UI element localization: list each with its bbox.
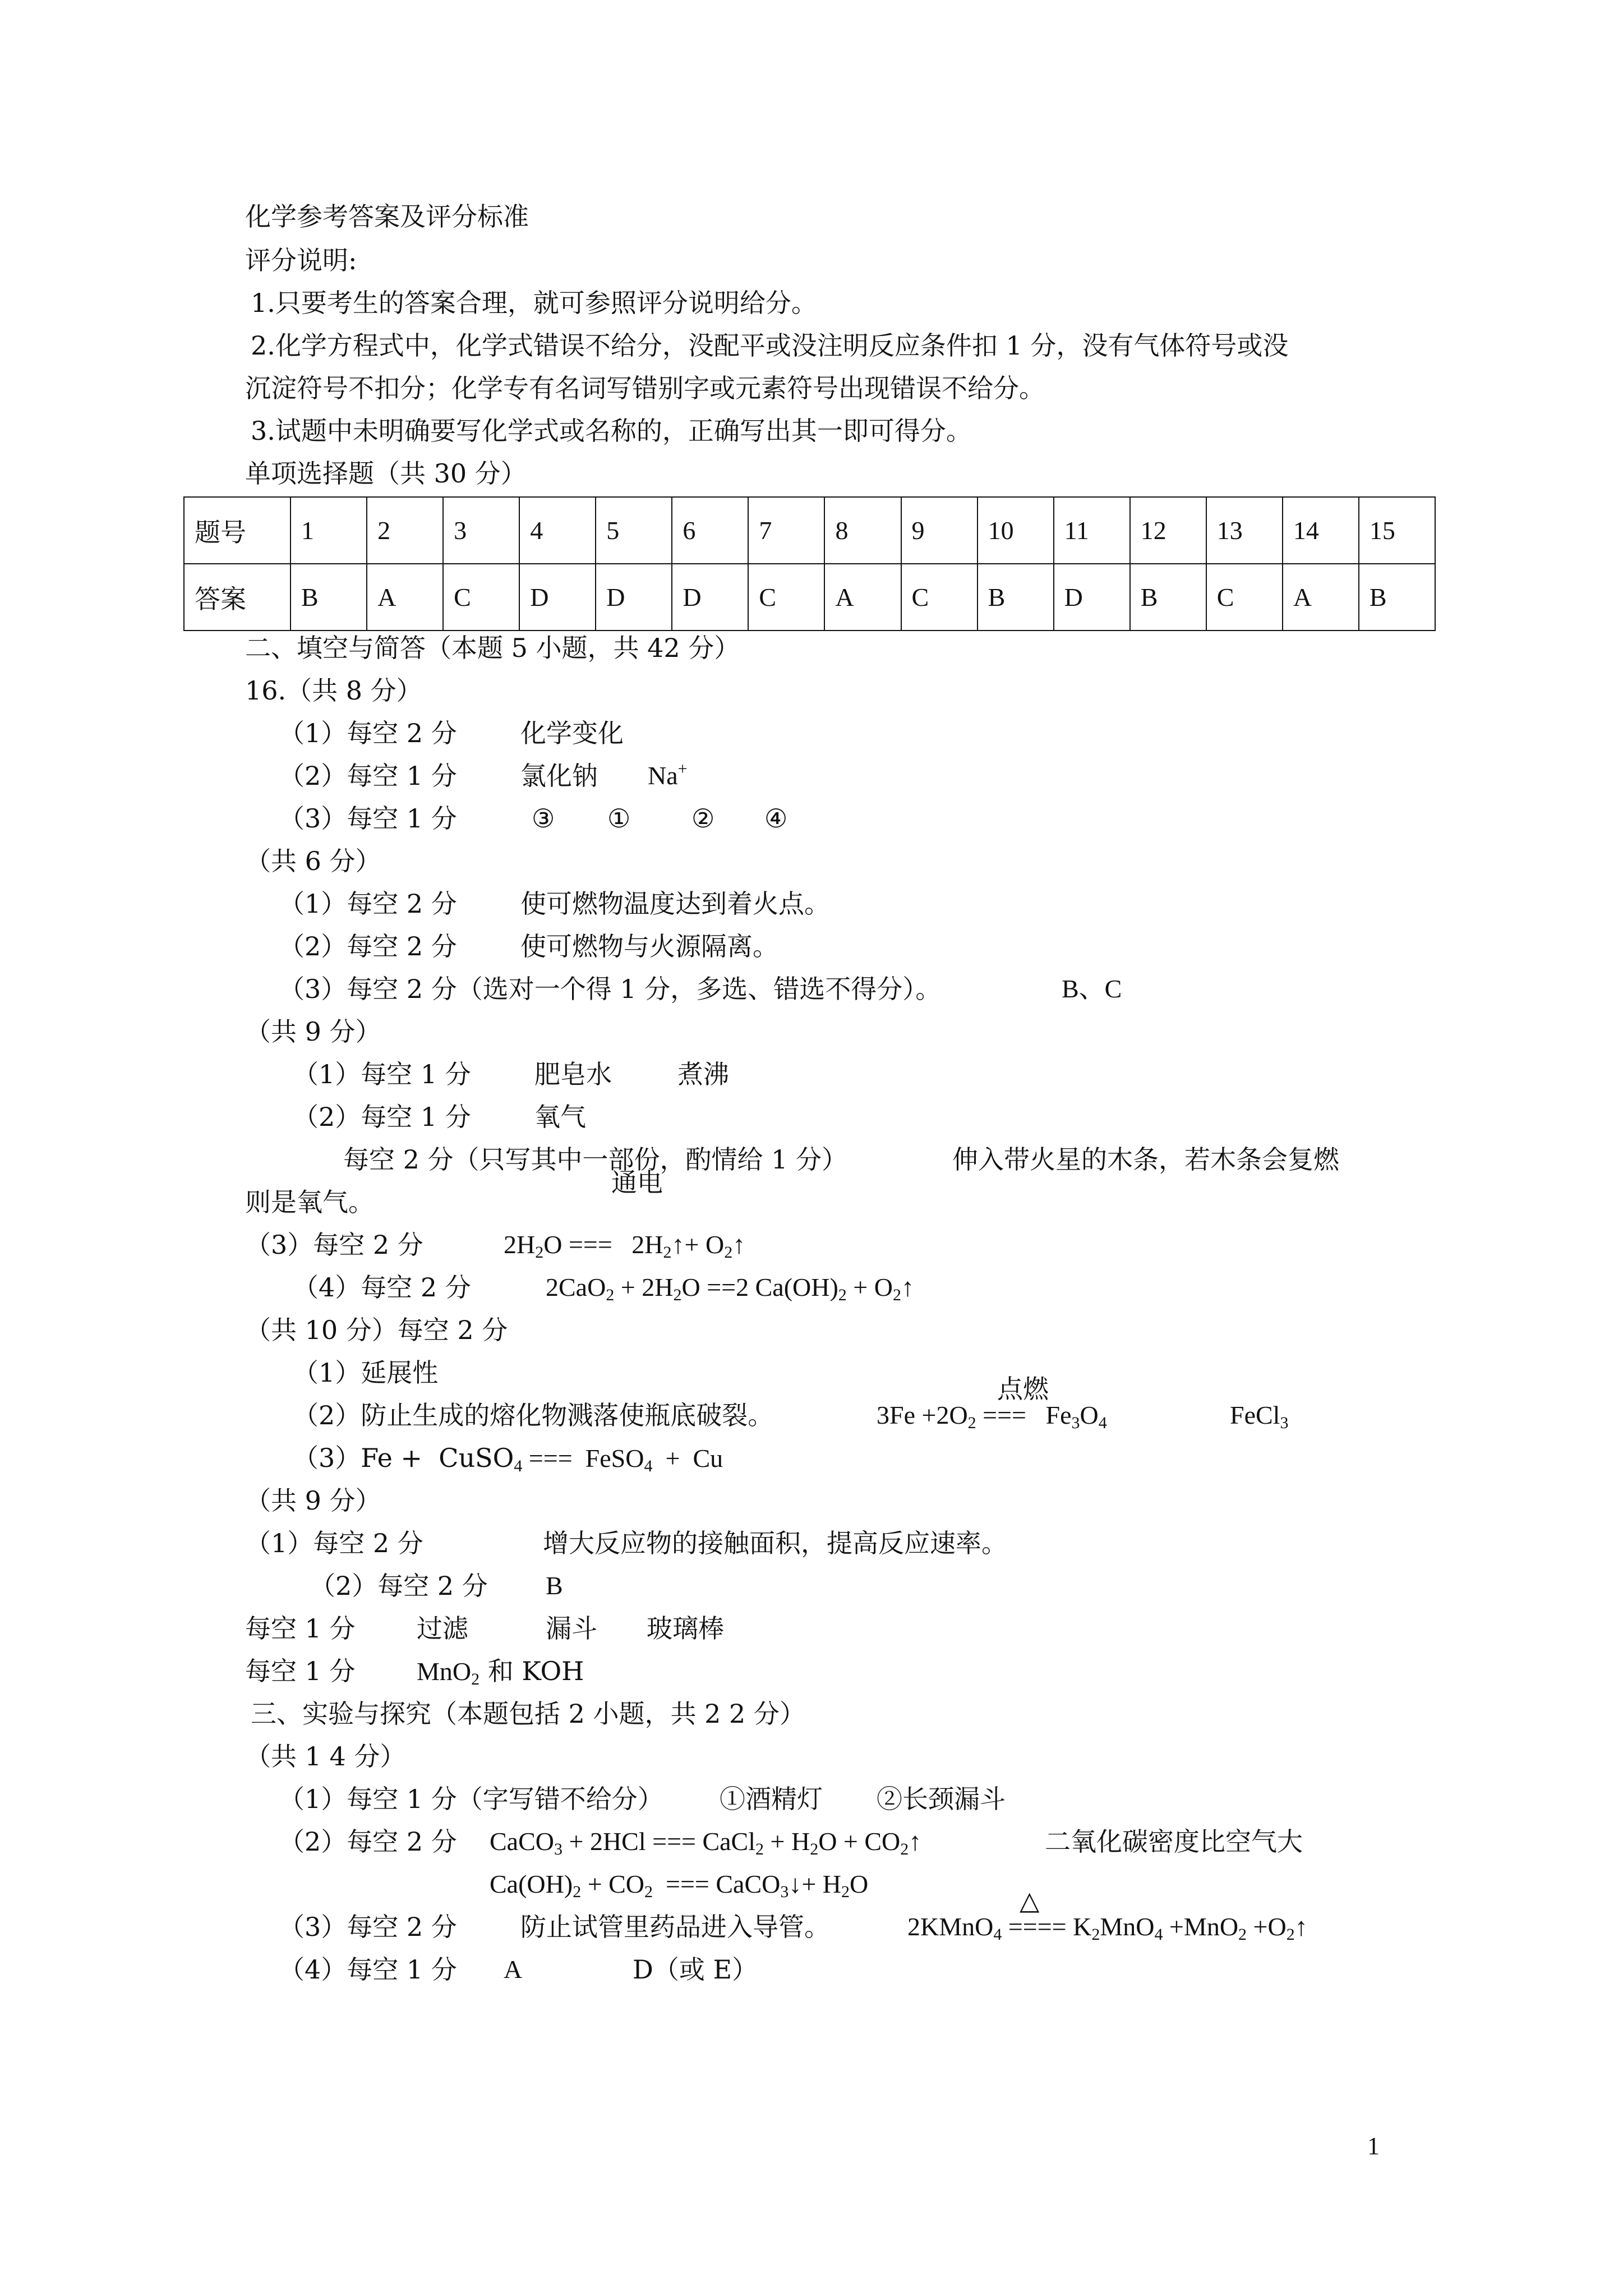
q21-line1-label: （1）每空 1 分（字写错不给分） xyxy=(279,1784,663,1814)
note-2-cont: 沉淀符号不扣分；化学专有名词写错别字或元素符号出现错误不给分。 xyxy=(245,373,1045,403)
note-2: 2.化学方程式中，化学式错误不给分，没配平或没注明反应条件扣 1 分，没有气体符号或没 xyxy=(251,330,1289,361)
q20-line3-answer-2: 漏斗 xyxy=(546,1613,597,1644)
q18-equation-1: $2H_2O$ === $2H_2↑+$ $O_2↑$ xyxy=(504,1230,746,1262)
page-number: 1 xyxy=(1367,2132,1380,2160)
answer-table xyxy=(183,496,1436,631)
q16-line3-answer-4: ④ xyxy=(764,803,788,834)
section-3-heading: 三、实验与探究（本题包括 2 小题，共 2 2 分） xyxy=(251,1699,805,1729)
table-cell: 8 xyxy=(824,497,901,564)
q17-line1-label: （1）每空 2 分 xyxy=(279,889,457,919)
table-cell: 13 xyxy=(1206,497,1283,564)
table-cell: 5 xyxy=(596,497,672,564)
q20-line3-label: 每空 1 分 xyxy=(245,1613,356,1644)
q18-line4-label: （3）每空 2 分 xyxy=(245,1230,423,1260)
q21-heading: （共 1 4 分） xyxy=(245,1741,406,1772)
note-3: 3.试题中未明确要写化学式或名称的，正确写出其一即可得分。 xyxy=(251,416,972,446)
q18-line2-answer: 氧气 xyxy=(534,1102,586,1132)
q16-line3-answer-1: ③ xyxy=(532,803,555,834)
q17-line2-answer: 使可燃物与火源隔离。 xyxy=(520,931,778,961)
q17-line3-label: （3）每空 2 分（选对一个得 1 分，多选、错选不得分）。 xyxy=(279,974,942,1004)
q16-line2-ion: Na+ xyxy=(648,760,688,790)
table-cell: 14 xyxy=(1283,497,1359,564)
q21-line1-answer-2: ②长颈漏斗 xyxy=(877,1784,1006,1814)
q18-line3-answer: 伸入带火星的木条，若木条会复燃 xyxy=(952,1144,1339,1175)
table-row xyxy=(184,497,1435,564)
section-1-heading: 单项选择题（共 30 分） xyxy=(245,458,527,489)
q16-line1-answer: 化学变化 xyxy=(520,718,624,748)
table-cell: D xyxy=(1054,564,1130,631)
q21-reaction-condition: △ xyxy=(1020,1885,1040,1916)
q21-line4-answer-2: D（或 E） xyxy=(633,1954,758,1985)
table-cell: 1 xyxy=(291,497,367,564)
q21-equation-2: $Ca(OH)_2 + CO_2$ === CaCO$_3$↓+ $H_2O$ xyxy=(490,1870,869,1901)
q18-heading: （共 9 分） xyxy=(245,1016,381,1047)
table-cell: B xyxy=(978,564,1054,631)
q18-line2-label: （2）每空 1 分 xyxy=(293,1102,471,1132)
table-cell: C xyxy=(443,564,519,631)
table-cell: 9 xyxy=(901,497,978,564)
table-cell: B xyxy=(291,564,367,631)
q16-line3-answer-3: ② xyxy=(691,803,715,834)
table-cell: C xyxy=(901,564,978,631)
q21-line2-label: （2）每空 2 分 xyxy=(279,1826,457,1857)
notes-heading: 评分说明: xyxy=(245,245,357,275)
q20-line2-label: （2）每空 2 分 xyxy=(310,1571,488,1601)
q20-line4-answer: MnO$_2$ 和 KOH xyxy=(417,1656,584,1688)
q18-line1-answer-2: 煮沸 xyxy=(677,1059,729,1089)
q18-line3-label: 每空 2 分（只写其中一部份，酌情给 1 分） xyxy=(343,1144,848,1175)
table-cell: 11 xyxy=(1054,497,1130,564)
table-cell: A xyxy=(367,564,443,631)
table-cell: C xyxy=(748,564,824,631)
table-cell: B xyxy=(1130,564,1206,631)
q17-heading: （共 6 分） xyxy=(245,846,381,876)
table-cell: B xyxy=(1359,564,1435,631)
table-cell: 3 xyxy=(443,497,519,564)
q19-line1: （1）延展性 xyxy=(293,1358,439,1388)
table-header-cell: 答案 xyxy=(184,564,291,631)
q18-line1-label: （1）每空 1 分 xyxy=(293,1059,471,1089)
table-cell: A xyxy=(1283,564,1359,631)
q16-line3-answer-2: ① xyxy=(607,803,631,834)
q18-line3-answer-cont: 则是氧气。 xyxy=(245,1187,374,1217)
table-cell: 10 xyxy=(978,497,1054,564)
table-cell: C xyxy=(1206,564,1283,631)
q17-line2-label: （2）每空 2 分 xyxy=(279,931,457,961)
table-cell: 6 xyxy=(672,497,748,564)
q21-line4-label: （4）每空 1 分 xyxy=(279,1954,457,1985)
q19-heading: （共 10 分）每空 2 分 xyxy=(245,1315,508,1345)
section-2-heading: 二、填空与简答（本题 5 小题，共 42 分） xyxy=(245,633,740,663)
table-cell: 2 xyxy=(367,497,443,564)
table-cell: D xyxy=(596,564,672,631)
q17-line3-answer: B、C xyxy=(1062,974,1122,1003)
q19-line3: （3）Fe + CuSO$_4$ === FeSO$_4$ + Cu xyxy=(293,1443,723,1475)
table-cell: D xyxy=(672,564,748,631)
q16-line2-label: （2）每空 1 分 xyxy=(279,761,457,791)
q21-line2-answer: 二氧化碳密度比空气大 xyxy=(1045,1826,1303,1857)
table-cell: A xyxy=(824,564,901,631)
q18-line1-answer-1: 肥皂水 xyxy=(534,1059,612,1089)
table-cell: 4 xyxy=(519,497,596,564)
q20-line2-answer: B xyxy=(546,1571,563,1600)
q18-line5-label: （4）每空 2 分 xyxy=(293,1272,471,1303)
q20-line1-answer: 增大反应物的接触面积，提高反应速率。 xyxy=(543,1528,1007,1558)
table-cell: 15 xyxy=(1359,497,1435,564)
q20-line3-answer-1: 过滤 xyxy=(417,1613,468,1644)
q21-line4-answer-1: A xyxy=(504,1955,523,1984)
q19-formula: FeCl$_3$ xyxy=(1230,1401,1289,1432)
table-row xyxy=(184,564,1435,631)
q19-line2: （2）防止生成的熔化物溅落使瓶底破裂。 xyxy=(293,1400,774,1430)
table-cell: D xyxy=(519,564,596,631)
q21-line3-answer: 防止试管里药品进入导管。 xyxy=(520,1912,830,1942)
note-1: 1.只要考生的答案合理，就可参照评分说明给分。 xyxy=(251,288,817,318)
q19-reaction-condition: 点燃 xyxy=(997,1374,1049,1404)
table-cell: 12 xyxy=(1130,497,1206,564)
q16-line3-label: （3）每空 1 分 xyxy=(279,803,457,834)
q17-line1-answer: 使可燃物温度达到着火点。 xyxy=(520,889,830,919)
q20-heading: （共 9 分） xyxy=(245,1485,381,1516)
q20-line1-label: （1）每空 2 分 xyxy=(245,1528,423,1558)
q20-line4-label: 每空 1 分 xyxy=(245,1656,356,1686)
table-header-cell: 题号 xyxy=(184,497,291,564)
q16-line1-label: （1）每空 2 分 xyxy=(279,718,457,748)
table-cell: 7 xyxy=(748,497,824,564)
q21-equation-3: 2KMnO$_4$ ==== $K_2MnO_4 +MnO_2$ $+O_2↑$ xyxy=(907,1912,1308,1944)
q21-line3-label: （3）每空 2 分 xyxy=(279,1912,457,1942)
document-title: 化学参考答案及评分标准 xyxy=(245,201,529,232)
q21-line1-answer-1: ①酒精灯 xyxy=(720,1784,823,1814)
q20-line3-answer-3: 玻璃棒 xyxy=(647,1613,724,1644)
q18-equation-2: $2CaO_2 + 2H_2O ==2$ $Ca(OH)_2$ + $O_2↑$ xyxy=(546,1273,914,1304)
q16-line2-answer: 氯化钠 xyxy=(520,761,598,791)
q19-equation-1: $3Fe +2O_2$ === $Fe_3O_4$ xyxy=(877,1401,1107,1432)
q21-equation-1: CaCO$_3$ + 2HCl === CaCl$_2$ + $H_2O$ + $CO_2↑$ xyxy=(490,1827,922,1858)
q16-heading: 16.（共 8 分） xyxy=(245,675,422,706)
q18-reaction-condition: 通电 xyxy=(611,1167,663,1198)
